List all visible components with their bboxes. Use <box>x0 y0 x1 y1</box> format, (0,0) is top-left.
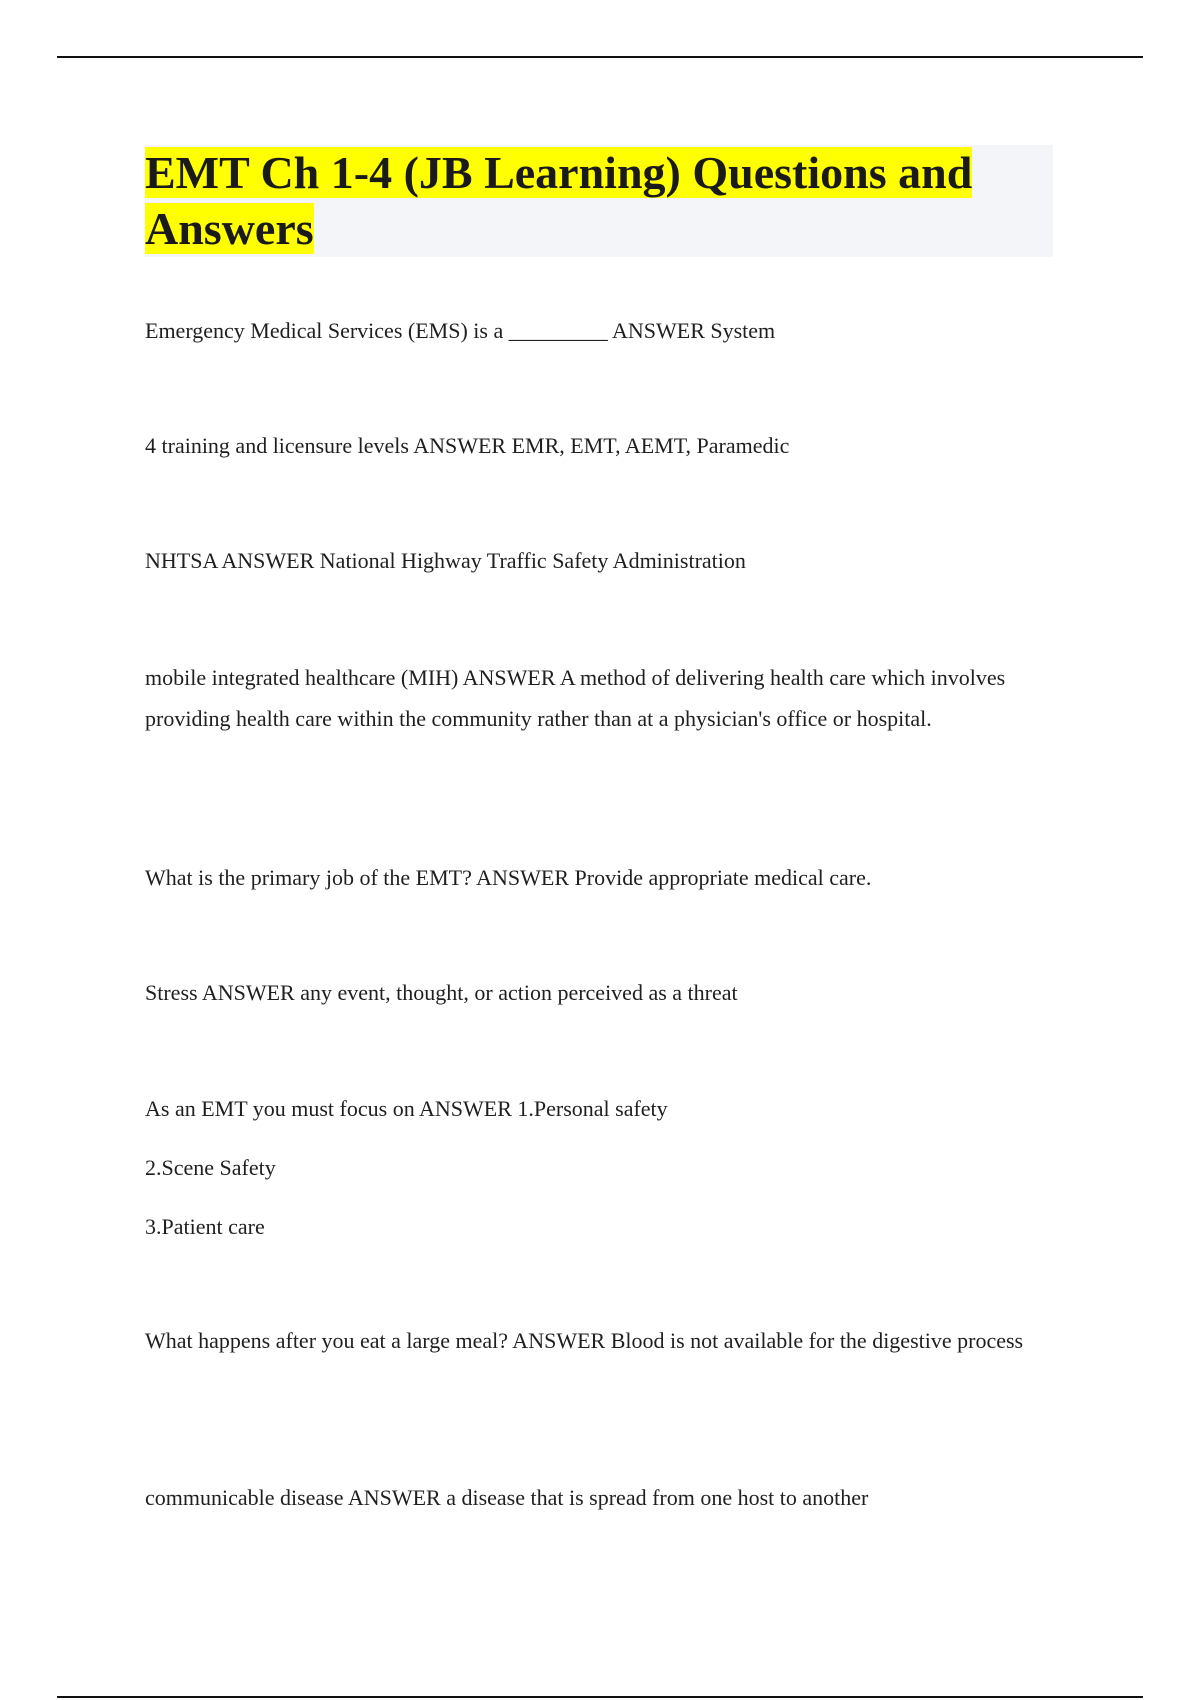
qa-entry-list <box>145 1088 1050 1247</box>
qa-entry <box>145 857 1050 898</box>
title-block <box>145 145 1053 257</box>
qa-text: mobile integrated healthcare (MIH) ANSWER A method of delivering health care which involves providing health care within the community rather than at a physician's office or hospital. <box>145 665 1006 731</box>
title-highlight: EMT Ch 1-4 (JB Learning) Questions and Answers <box>145 147 973 254</box>
qa-text: What is the primary job of the EMT? ANSWER Provide appropriate medical care. <box>145 865 872 890</box>
document-title <box>145 145 1053 257</box>
qa-text: Stress ANSWER any event, thought, or action perceived as a threat <box>145 980 738 1005</box>
qa-text: As an EMT you must focus on ANSWER 1.Personal safety <box>145 1096 668 1121</box>
qa-text: Emergency Medical Services (EMS) is a _________ ANSWER System <box>145 318 776 343</box>
qa-text: 4 training and licensure levels ANSWER EMR, EMT, AEMT, Paramedic <box>145 433 790 458</box>
qa-list-item: 2.Scene Safety <box>145 1155 276 1180</box>
qa-entry <box>145 657 1050 739</box>
qa-entry <box>145 1477 1050 1518</box>
qa-entry <box>145 1320 1050 1361</box>
qa-text: NHTSA ANSWER National Highway Traffic Safety Administration <box>145 548 746 573</box>
qa-entry <box>145 425 1050 466</box>
bottom-rule <box>57 1696 1143 1698</box>
qa-entry <box>145 540 1050 581</box>
qa-entry <box>145 310 1050 351</box>
qa-text: What happens after you eat a large meal? ANSWER Blood is not available for the digestive process <box>145 1328 1024 1353</box>
qa-text: communicable disease ANSWER a disease that is spread from one host to another <box>145 1485 869 1510</box>
top-rule <box>57 56 1143 58</box>
qa-list-item: 3.Patient care <box>145 1214 265 1239</box>
qa-entry <box>145 972 1050 1013</box>
